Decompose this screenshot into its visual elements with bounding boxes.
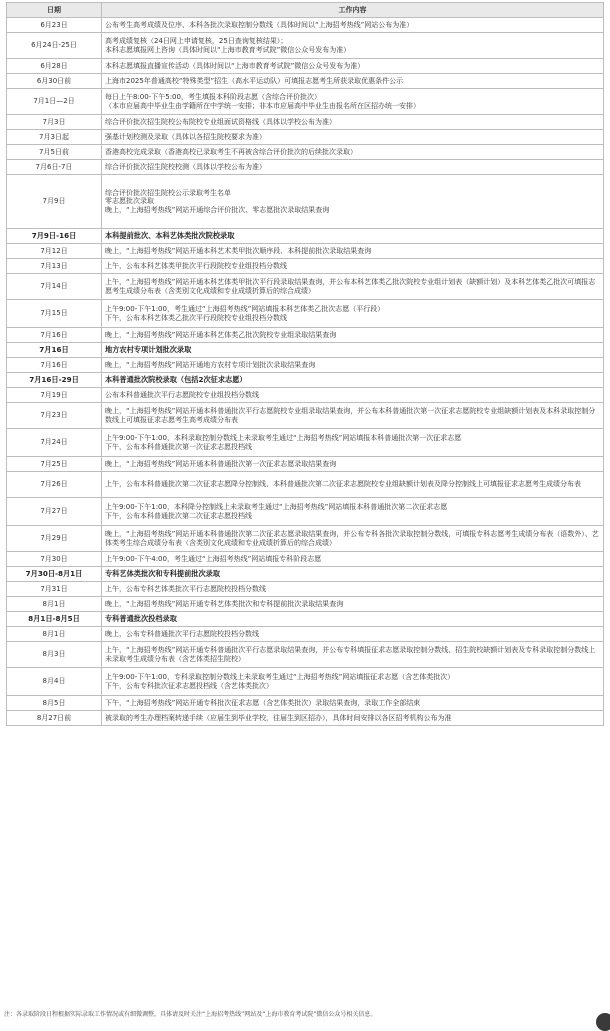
content-cell xyxy=(102,300,604,328)
header-date: 日期 xyxy=(7,3,102,18)
table-row xyxy=(7,300,604,328)
content-cell xyxy=(102,373,604,388)
table-row xyxy=(7,259,604,274)
content-line: 零志愿批次录取 xyxy=(105,197,154,206)
content-cell xyxy=(102,18,604,33)
content-cell xyxy=(102,552,604,567)
schedule-body xyxy=(7,18,604,726)
content-cell xyxy=(102,498,604,526)
table-row xyxy=(7,160,604,175)
table-row xyxy=(7,429,604,457)
table-row xyxy=(7,457,604,472)
table-row xyxy=(7,668,604,696)
content-line: 上午9:00-下午4:00，考生通过“上海招考热线”网站填报专科阶段志愿 xyxy=(105,554,322,563)
date-cell: 8月1日 xyxy=(7,597,102,612)
date-cell: 7月23日 xyxy=(7,403,102,429)
content-cell xyxy=(102,115,604,130)
date-cell: 7月13日 xyxy=(7,259,102,274)
date-cell: 7月24日 xyxy=(7,429,102,457)
table-header-row xyxy=(7,3,604,18)
content-cell xyxy=(102,343,604,358)
table-row xyxy=(7,597,604,612)
table-row xyxy=(7,274,604,300)
table-row xyxy=(7,33,604,59)
content-cell xyxy=(102,89,604,115)
date-cell: 7月19日 xyxy=(7,388,102,403)
table-row xyxy=(7,115,604,130)
content-cell xyxy=(102,627,604,642)
table-row xyxy=(7,472,604,498)
content-cell xyxy=(102,160,604,175)
header-content: 工作内容 xyxy=(102,3,604,18)
content-line: 晚上，公布专科普通批次平行志愿院校投档分数线 xyxy=(105,629,259,638)
date-cell: 8月4日 xyxy=(7,668,102,696)
content-cell xyxy=(102,328,604,343)
content-line: 地方农村专项计划批次录取 xyxy=(105,344,192,354)
date-cell: 7月16日 xyxy=(7,328,102,343)
stage-row xyxy=(7,373,604,388)
date-cell: 7月12日 xyxy=(7,244,102,259)
content-line: 本科普通批次院校录取（包括2次征求志愿） xyxy=(105,374,247,384)
content-line: （本市应届高中毕业生由学籍所在中学统一安排；非本市应届高中毕业生由报名所在区招办统一安排） xyxy=(105,101,420,110)
content-line: 晚上，“上海招考热线”网站开通本科普通批次平行志愿院校专业组录取结果查询，并公布本科普通批次第一次征求志愿院校专业组缺额计划表及本科录取控制分数线上可填报征求志愿考生高考成绩分布表 xyxy=(105,407,596,424)
content-cell xyxy=(102,457,604,472)
table-row xyxy=(7,627,604,642)
date-cell: 7月3日起 xyxy=(7,130,102,145)
content-cell xyxy=(102,472,604,498)
date-cell: 8月5日 xyxy=(7,696,102,711)
content-line: 晚上，“上海招考热线”网站开通本科普通批次第二次征求志愿录取结果查询，并公布专科各批次录取控制分数线，可填报专科志愿考生成绩分布表（语数外）、艺体类考生综合成绩分布表（含类别文化成绩和专业成绩折算后的综合成绩） xyxy=(105,530,599,547)
table-row xyxy=(7,175,604,229)
footnote: 注：各录取阶段日程根据实际录取工作情况或有细微调整，具体请及时关注“上海招考热线”网站及“上海市教育考试院”微信公众号相关信息。 xyxy=(4,1011,377,1018)
date-cell: 6月30日前 xyxy=(7,74,102,89)
content-line: 上午，公布本科艺体类甲批次平行段院校专业组投档分数线 xyxy=(105,261,287,270)
date-cell: 8月27日前 xyxy=(7,711,102,726)
table-row xyxy=(7,130,604,145)
content-line: 下午，公布专科批次征求志愿投档线（含艺体类批次） xyxy=(105,681,273,690)
schedule-table xyxy=(6,2,604,726)
content-cell xyxy=(102,582,604,597)
content-line: 上午9:00-下午1:00，考生通过“上海招考热线”网站填报本科艺体类乙批次志愿（平行段） xyxy=(105,305,385,313)
content-cell xyxy=(102,59,604,74)
content-line: 本科志愿填报网上咨询（具体时间以“上海市教育考试院”微信公众号发布为准） xyxy=(105,45,351,54)
content-line: 综合评价批次招生院校公示录取考生名单 xyxy=(105,188,231,197)
table-row xyxy=(7,89,604,115)
date-cell: 7月9日-16日 xyxy=(7,229,102,244)
content-cell xyxy=(102,229,604,244)
date-cell: 7月30日 xyxy=(7,552,102,567)
table-row xyxy=(7,696,604,711)
content-line: 综合评价批次招生院校公布院校专业组面试资格线（具体以学校公布为准） xyxy=(105,117,336,126)
content-line: 上午9:00-下午1:00，本科降分控制线上未录取考生通过“上海招考热线”网站填报本科普通批次第二次征求志愿 xyxy=(105,503,448,511)
date-cell: 7月15日 xyxy=(7,300,102,328)
date-cell: 8月1日 xyxy=(7,627,102,642)
content-line: 上午，“上海招考热线”网站开通本科艺体类甲批次平行段录取结果查询，并公布本科艺体类乙批次院校专业组计划表（缺额计划）及本科艺体类乙批次可填报志愿考生成绩分布表（含类别文化成绩和专业成绩折算后的综合成绩） xyxy=(105,278,596,295)
content-cell xyxy=(102,711,604,726)
date-cell: 7月1日—2日 xyxy=(7,89,102,115)
content-line: 香港高校完成录取（香港高校已录取考生不再被含综合评价批次的后续批次录取） xyxy=(105,147,357,156)
content-line: 公布考生高考成绩及位序、本科各批次录取控制分数线（具体时间以“上海招考热线”网站公布为准） xyxy=(105,20,414,29)
content-cell xyxy=(102,388,604,403)
content-line: 下午，公布本科艺体类乙批次平行段院校专业组投档分数线 xyxy=(105,313,287,322)
content-cell xyxy=(102,33,604,59)
content-line: 上午9:00-下午1:00，专科录取控制分数线上未录取考生通过“上海招考热线”网站填报征求志愿（含艺体类批次） xyxy=(105,673,455,681)
content-cell xyxy=(102,145,604,160)
content-line: 下午，公布本科普通批次第一次征求志愿投档线 xyxy=(105,442,252,451)
content-cell xyxy=(102,74,604,89)
date-cell: 6月23日 xyxy=(7,18,102,33)
date-cell: 7月16日-29日 xyxy=(7,373,102,388)
table-row xyxy=(7,642,604,668)
stage-row xyxy=(7,229,604,244)
date-cell: 8月3日 xyxy=(7,642,102,668)
table-row xyxy=(7,526,604,552)
content-line: 上午，“上海招考热线”网站开通专科普通批次平行志愿录取结果查询，并公布专科填报征求志愿录取控制分数线、招生院校缺额计划表及专科录取控制分数线上未录取考生成绩分布表（含艺体类招生院校） xyxy=(105,646,596,663)
content-cell xyxy=(102,259,604,274)
content-line: 上海市2025年普通高校“特殊类型”招生（高水平运动队）可填报志愿考生所获录取优惠条件公示 xyxy=(105,76,404,85)
table-row xyxy=(7,403,604,429)
date-cell: 7月5日前 xyxy=(7,145,102,160)
table-row xyxy=(7,498,604,526)
date-cell: 6月28日 xyxy=(7,59,102,74)
date-cell: 7月3日 xyxy=(7,115,102,130)
table-row xyxy=(7,711,604,726)
date-cell: 6月24日-25日 xyxy=(7,33,102,59)
content-cell xyxy=(102,274,604,300)
content-line: 被录取的考生办理档案转递手续（应届生到毕业学校，往届生到区招办），具体时间安排以各区招考机构公布为准 xyxy=(105,713,452,722)
content-cell xyxy=(102,597,604,612)
content-cell xyxy=(102,175,604,229)
date-cell: 7月9日 xyxy=(7,175,102,229)
table-row xyxy=(7,74,604,89)
content-line: 下午，公布本科普通批次第二次征求志愿投档线 xyxy=(105,511,252,520)
content-line: 本科提前批次、本科艺体类批次院校录取 xyxy=(105,230,235,240)
content-line: 上午9:00-下午1:00，本科录取控制分数线上未录取考生通过“上海招考热线”网站填报本科普通批次第一次征求志愿 xyxy=(105,434,462,442)
date-cell: 7月16日 xyxy=(7,343,102,358)
table-row xyxy=(7,59,604,74)
content-cell xyxy=(102,403,604,429)
date-cell: 7月6日-7日 xyxy=(7,160,102,175)
table-row xyxy=(7,18,604,33)
table-row xyxy=(7,358,604,373)
date-cell: 7月26日 xyxy=(7,472,102,498)
date-cell: 7月29日 xyxy=(7,526,102,552)
content-line: 晚上，“上海招考热线”网站开通综合评价批次、零志愿批次录取结果查询 xyxy=(105,205,330,214)
content-cell xyxy=(102,358,604,373)
stage-row xyxy=(7,343,604,358)
content-line: 高考成绩复核（24日网上申请复核，25日查询复核结果）； xyxy=(105,37,288,45)
content-line: 上午，公布专科艺体类批次平行志愿院校投档分数线 xyxy=(105,584,266,593)
floating-badge[interactable] xyxy=(596,1013,610,1031)
content-line: 晚上，“上海招考热线”网站开通本科艺术类甲批次顺序段、本科提前批次录取结果查询 xyxy=(105,246,372,255)
content-cell xyxy=(102,567,604,582)
table-row xyxy=(7,388,604,403)
content-line: 专科艺体类批次和专科提前批次录取 xyxy=(105,568,221,578)
content-cell xyxy=(102,244,604,259)
content-cell xyxy=(102,526,604,552)
content-line: 强基计划校测及录取（具体以各招生院校要求为准） xyxy=(105,132,266,141)
date-cell: 8月1日-8月5日 xyxy=(7,612,102,627)
content-cell xyxy=(102,612,604,627)
table-row xyxy=(7,582,604,597)
content-line: 下午，“上海招考热线”网站开通专科批次征求志愿（含艺体类批次）录取结果查询，录取工作全部结束 xyxy=(105,698,421,707)
stage-row xyxy=(7,612,604,627)
date-cell: 7月16日 xyxy=(7,358,102,373)
table-row xyxy=(7,244,604,259)
content-line: 本科志愿填报直播宣传活动（具体时间以“上海市教育考试院”微信公众号发布为准） xyxy=(105,61,365,70)
date-cell: 7月30日-8月1日 xyxy=(7,567,102,582)
date-cell: 7月31日 xyxy=(7,582,102,597)
content-cell xyxy=(102,668,604,696)
content-line: 晚上，“上海招考热线”网站开通地方农村专项计划批次录取结果查询 xyxy=(105,360,316,369)
table-row xyxy=(7,328,604,343)
table-row xyxy=(7,145,604,160)
content-line: 公布本科普通批次平行志愿院校专业组投档分数线 xyxy=(105,390,259,399)
content-line: 晚上，“上海招考热线”网站开通本科普通批次第一次征求志愿录取结果查询 xyxy=(105,459,337,468)
content-cell xyxy=(102,642,604,668)
content-line: 专科普通批次投档录取 xyxy=(105,613,177,623)
date-cell: 7月27日 xyxy=(7,498,102,526)
content-line: 综合评价批次招生院校校测（具体以学校公布为准） xyxy=(105,162,266,171)
date-cell: 7月25日 xyxy=(7,457,102,472)
content-cell xyxy=(102,429,604,457)
content-line: 上午，公布本科普通批次第二次征求志愿降分控制线、本科普通批次第二次征求志愿院校专业组缺额计划表及降分控制线上可填报征求志愿考生成绩分布表 xyxy=(105,480,581,489)
table-row xyxy=(7,552,604,567)
content-cell xyxy=(102,696,604,711)
content-line: 晚上，“上海招考热线”网站开通专科艺体类批次和专科提前批次录取结果查询 xyxy=(105,599,344,608)
content-cell xyxy=(102,130,604,145)
content-line: 每日上午8:00-下午5:00，考生填报本科阶段志愿（含综合评价批次） xyxy=(105,93,321,101)
date-cell: 7月14日 xyxy=(7,274,102,300)
content-line: 晚上，“上海招考热线”网站开通本科艺体类乙批次院校专业组录取结果查询 xyxy=(105,330,337,339)
stage-row xyxy=(7,567,604,582)
